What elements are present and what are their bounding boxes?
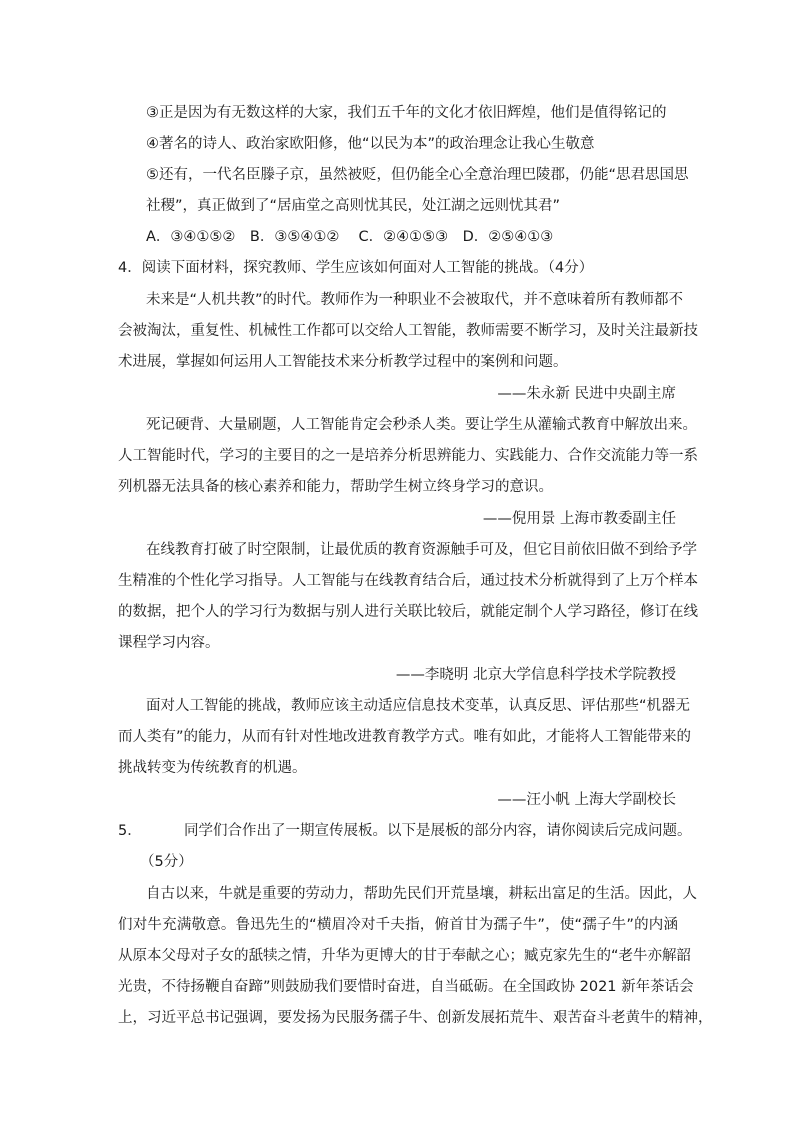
q4-attribution-2: ——倪用景 上海市教委副主任 bbox=[482, 511, 676, 527]
q5-p1-line1: 自古以来，牛就是重要的劳动力，帮助先民们开荒垦壤，耕耘出富足的生活。因此，人 bbox=[146, 886, 697, 902]
q4-prompt: 4．阅读下面材料，探究教师、学生应该如何面对人工智能的挑战。（4分） bbox=[118, 260, 594, 276]
q4-p2-line1: 死记硬背、大量刷题，人工智能肯定会秒杀人类。要让学生从灌输式教育中解放出来。 bbox=[146, 417, 697, 433]
q5-score: （5分） bbox=[140, 854, 193, 870]
option-item-4: ④著名的诗人、政治家欧阳修，他“以民为本”的政治理念让我心生敬意 bbox=[146, 136, 595, 152]
q4-p3-line1: 在线教育打破了时空限制，让最优质的教育资源触手可及，但它目前依旧做不到给予学 bbox=[146, 542, 697, 558]
q4-p3-line4: 课程学习内容。 bbox=[118, 635, 220, 651]
q5-p1-line4: 光贵，不待扬鞭自奋蹄”则鼓励我们要惜时奋进，自当砥砺。在全国政协 2021 新年茶话会 bbox=[118, 979, 694, 995]
option-item-3: ③正是因为有无数这样的大家，我们五千年的文化才依旧辉煌，他们是值得铭记的 bbox=[146, 105, 667, 121]
option-item-5-line2: 社稷”，真正做到了“居庙堂之高则忧其民，处江湖之远则忧其君” bbox=[146, 198, 561, 214]
q4-p4-line3: 挑战转变为传统教育的机遇。 bbox=[118, 760, 307, 776]
option-item-5-line1: ⑤还有，一代名臣滕子京，虽然被贬，但仍能全心全意治理巴陵郡，仍能“思君思国思 bbox=[146, 167, 689, 183]
q4-p2-line3: 列机器无法具备的核心素养和能力，帮助学生树立终身学习的意识。 bbox=[118, 479, 553, 495]
q4-p1-line2: 会被淘汰，重复性、机械性工作都可以交给人工智能，教师需要不断学习，及时关注最新技 bbox=[118, 323, 698, 339]
q4-p1-line3: 术进展，掌握如何运用人工智能技术来分析教学过程中的案例和问题。 bbox=[118, 354, 568, 370]
q4-attribution-1: ——朱永新 民进中央副主席 bbox=[497, 386, 676, 402]
q4-attribution-4: ——汪小帆 上海大学副校长 bbox=[497, 792, 676, 808]
q5-number: 5． bbox=[118, 823, 142, 839]
q5-p1-line3: 从原本父母对子女的舐犊之情，升华为更博大的甘于奉献之心；臧克家先生的“老牛亦解韶 bbox=[118, 948, 692, 964]
q4-p4-line1: 面对人工智能的挑战，教师应该主动适应信息技术变革，认真反思、评估那些“机器无 bbox=[146, 698, 691, 714]
q4-p4-line2: 而人类有”的能力，从而有针对性地改进教育教学方式。唯有如此，才能将人工智能带来的 bbox=[118, 729, 692, 745]
answer-choices: A．③④①⑤② B．③⑤④①② C．②④①⑤③ D．②⑤④①③ bbox=[146, 229, 554, 245]
q5-p1-line5: 上，习近平总书记强调，要发扬为民服务孺子牛、创新发展拓荒牛、艰苦奋斗老黄牛的精神， bbox=[118, 1010, 713, 1026]
q4-attribution-3: ——李晓明 北京大学信息科学技术学院教授 bbox=[395, 667, 676, 683]
q4-p3-line2: 生精准的个性化学习指导。人工智能与在线教育结合后，通过技术分析就得到了上万个样本 bbox=[118, 573, 698, 589]
q4-p2-line2: 人工智能时代，学习的主要目的之一是培养分析思辨能力、实践能力、合作交流能力等一系 bbox=[118, 448, 698, 464]
q5-prompt: 同学们合作出了一期宣传展板。以下是展板的部分内容，请你阅读后完成问题。 bbox=[184, 823, 692, 839]
q4-p3-line3: 的数据，把个人的学习行为数据与别人进行关联比较后，就能定制个人学习路径，修订在线 bbox=[118, 604, 698, 620]
q5-p1-line2: 们对牛充满敬意。鲁迅先生的“横眉冷对千夫指，俯首甘为孺子牛”，使“孺子牛”的内涵 bbox=[118, 917, 678, 933]
q4-p1-line1: 未来是“人机共教”的时代。教师作为一种职业不会被取代，并不意味着所有教师都不 bbox=[146, 292, 684, 308]
